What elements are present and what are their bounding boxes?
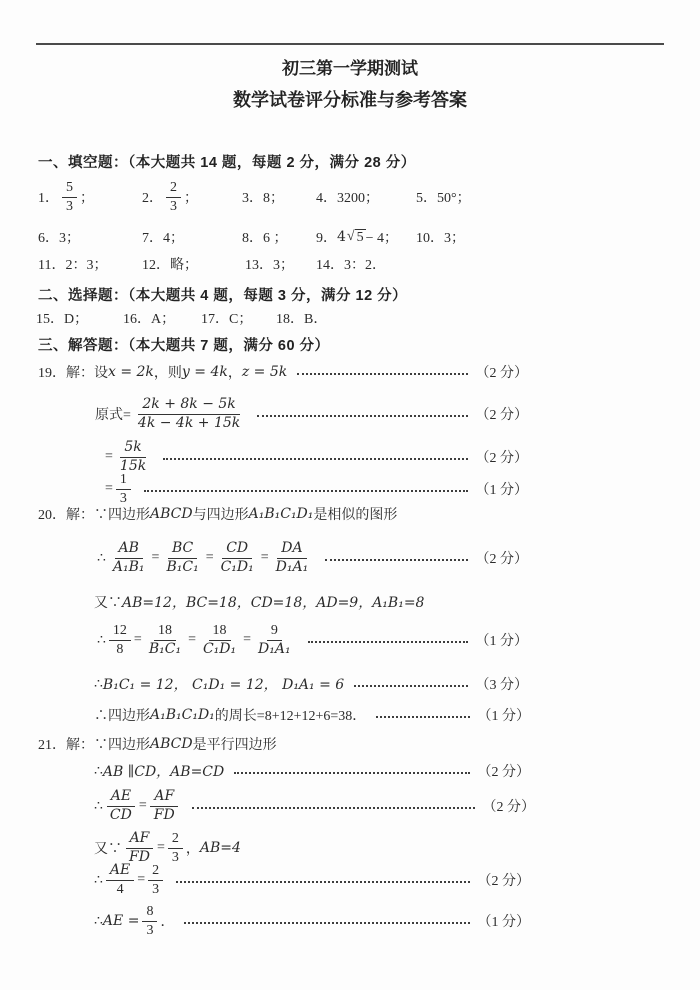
also-because-symbol: 又∵ (94, 596, 122, 611)
fraction-denominator: 8 (116, 641, 124, 657)
fraction-denominator: CD (109, 806, 132, 823)
item-number: 9． (316, 231, 337, 246)
therefore-symbol: ∴ (94, 798, 103, 814)
fraction (199, 622, 240, 658)
equals-sign: = (138, 798, 147, 813)
fill-row-2 (38, 226, 465, 248)
q20-line-5 (94, 671, 528, 697)
item-separator: ； (184, 191, 198, 206)
q21-parallel-statement: AB ∥CD，AB=CD (102, 764, 225, 780)
q20-given-values: AB=12，BC=18，CD=18，AD=9，A₁B₁=8 (122, 595, 425, 611)
fill-item-13 (245, 254, 316, 274)
item-number: 11． (38, 258, 66, 273)
therefore-symbol: ∴ (94, 872, 103, 888)
therefore-symbol: ∴ (97, 632, 106, 648)
item-value: 3200； (337, 191, 379, 206)
item-value: 3：2． (344, 258, 386, 273)
fraction-numerator: 2k + 8k − 5k (138, 396, 239, 415)
q20-line-1 (38, 503, 397, 525)
q19-connector: ， (227, 366, 242, 381)
item-number: 13． (245, 258, 273, 273)
q21-statement: 是平行四边形 (192, 738, 277, 753)
fraction (150, 788, 179, 824)
fraction-numerator: CD (222, 540, 252, 559)
fraction (217, 540, 258, 576)
dotted-leader (192, 807, 475, 809)
fill-item-8 (242, 227, 316, 247)
choice-row (36, 307, 327, 329)
dotted-leader (257, 415, 467, 417)
q21-line-1 (38, 733, 277, 755)
fraction-numerator: AF (126, 830, 154, 849)
fraction-denominator: A₁B₁ (112, 558, 145, 575)
score-badge: （1 分） (475, 634, 528, 649)
fraction-numerator: 2 (168, 830, 183, 849)
score-badge: （1 分） (475, 483, 528, 498)
q21-ab-value: AB=4 (199, 840, 241, 856)
q19-connector: ，则 (153, 366, 182, 381)
q21-line-5 (94, 858, 530, 902)
item-number: 5． (416, 191, 437, 206)
fraction-denominator: FD (153, 806, 175, 823)
fraction-numerator: AE (106, 862, 134, 881)
choice-answer-18: 18．B． (276, 312, 328, 327)
equals-sign: = (260, 550, 269, 565)
item-value: 4； (163, 231, 184, 246)
fraction-denominator: 3 (66, 198, 73, 214)
fraction (109, 622, 131, 658)
q21-line-6 (94, 898, 530, 944)
score-badge: （1 分） (477, 709, 530, 724)
q19-expr-z: z = 5k (241, 364, 288, 380)
q20-side-results: B₁C₁ = 12， C₁D₁ = 12， D₁A₁ = 6 (102, 677, 345, 693)
dotted-leader (308, 641, 468, 643)
item-value: 3； (59, 231, 80, 246)
score-badge: （2 分） (475, 552, 528, 567)
fraction-denominator: C₁D₁ (220, 558, 254, 575)
fraction-numerator: AF (150, 788, 178, 807)
fill-item-12 (142, 254, 245, 274)
fill-row-1 (38, 175, 471, 219)
fraction (134, 396, 244, 432)
fraction-numerator: 2 (166, 179, 181, 198)
fraction (116, 471, 131, 507)
q20-statement: 是相似的图形 (313, 508, 398, 523)
therefore-symbol: ∴ (94, 676, 103, 692)
fraction (62, 179, 77, 215)
fraction-denominator: 3 (119, 490, 127, 506)
dotted-leader (354, 685, 467, 687)
choice-answer-15: 15．D； (36, 312, 89, 327)
item-number: 14． (316, 258, 344, 273)
fraction-denominator: C₁D₁ (202, 640, 237, 657)
fill-item-4 (316, 187, 416, 207)
also-because-symbol: 又∵ (94, 842, 122, 857)
q19-line-1 (38, 361, 528, 383)
item-number: 1． (38, 191, 59, 206)
q20-line-2 (97, 533, 528, 583)
fraction (162, 540, 202, 576)
fraction-numerator: 8 (142, 903, 157, 922)
item-value: 3； (273, 258, 294, 273)
item-number: 6． (38, 231, 59, 246)
item-value: 略； (170, 258, 198, 273)
fraction-numerator: BC (168, 540, 197, 559)
q21-ae-label: AE = (102, 913, 140, 929)
score-badge: （2 分） (475, 408, 528, 423)
fill-item-1 (38, 179, 142, 215)
fill-item-5 (416, 187, 471, 207)
q20-quad-abcd: ABCD (150, 506, 193, 522)
item-number: 10． (416, 231, 444, 246)
dotted-leader (297, 373, 467, 375)
choice-answer-16: 16．A； (123, 312, 176, 327)
fraction-denominator: D₁A₁ (258, 640, 291, 657)
item-number: 3． (242, 191, 263, 206)
fraction-denominator: 3 (146, 922, 154, 938)
equals-sign: = (105, 449, 113, 464)
fraction-numerator: 2 (148, 862, 163, 881)
fraction-numerator: 5 (62, 179, 77, 198)
fraction-denominator: 3 (152, 881, 160, 897)
score-badge: （2 分） (482, 800, 535, 815)
fraction-denominator: B₁C₁ (166, 558, 199, 575)
fraction (166, 179, 181, 215)
q19-expr-x: x = 2k (108, 364, 154, 380)
score-badge: （2 分） (475, 366, 528, 381)
doc-title: 初三第一学期测试 (282, 59, 418, 78)
item-value-suffix: − 4； (365, 231, 399, 246)
fraction-denominator: 15k (119, 457, 147, 474)
choice-answer-17: 17．C； (201, 312, 253, 327)
fill-item-2 (142, 179, 242, 215)
equals-sign: = (243, 632, 252, 647)
square-root-icon: √ (346, 229, 355, 244)
q19-line-2 (95, 391, 528, 437)
q20-quad-a1b1c1d1: A₁B₁C₁D₁ (248, 506, 314, 522)
item-value: 50°； (437, 191, 471, 206)
fill-item-14 (316, 254, 386, 274)
fraction-numerator: AB (115, 540, 143, 559)
fraction-denominator: 4k − 4k + 15k (137, 414, 241, 431)
fill-item-7 (142, 227, 242, 247)
fill-item-9 (316, 227, 416, 247)
fraction (109, 540, 149, 576)
fraction-numerator: 18 (209, 622, 231, 641)
q20-line-4 (97, 615, 528, 665)
fill-item-10 (416, 227, 465, 247)
score-badge: （1 分） (477, 915, 530, 930)
fill-item-6 (38, 227, 142, 247)
fraction-numerator: AE (107, 788, 135, 807)
q21-comma: ， (185, 842, 200, 857)
therefore-symbol: ∴ (97, 550, 106, 566)
q21-quad-abcd: ABCD (150, 736, 193, 752)
item-number: 7． (142, 231, 163, 246)
section-solve-heading: 三、解答题：（本大题共 7 题，满分 60 分） (38, 338, 330, 354)
item-value: 2：3； (65, 258, 108, 273)
fraction (145, 622, 185, 658)
fraction (254, 622, 295, 658)
fraction-numerator: 5k (120, 439, 145, 458)
dotted-leader (176, 881, 469, 883)
fraction-denominator: 3 (170, 198, 177, 214)
fill-item-11 (38, 254, 142, 274)
fraction-numerator: 1 (116, 471, 131, 490)
fraction-numerator: 9 (267, 622, 282, 641)
fraction-denominator: D₁A₁ (275, 558, 309, 575)
q20-perimeter-label: ∴四边形 (94, 709, 150, 724)
fill-row-3 (38, 253, 386, 275)
fraction (272, 540, 313, 576)
fraction-numerator: 18 (154, 622, 176, 641)
fill-item-3 (242, 187, 316, 207)
item-number: 12． (142, 258, 170, 273)
section-choice-heading: 二、选择题：（本大题共 4 题，每题 3 分，满分 12 分） (38, 288, 408, 304)
dotted-leader (325, 559, 467, 561)
q21-line-3 (94, 784, 535, 828)
item-number: 4． (316, 191, 337, 206)
equals-sign: = (205, 550, 214, 565)
q19-label: 19．解：设 (38, 366, 108, 381)
q19-original-expr-label: 原式= (95, 408, 131, 423)
dotted-leader (144, 490, 468, 492)
fraction (106, 862, 134, 898)
fraction-denominator: 4 (116, 881, 124, 897)
score-badge: （2 分） (477, 874, 530, 889)
fraction (106, 788, 136, 824)
item-value: 6 ； (263, 231, 288, 246)
score-badge: （2 分） (475, 451, 528, 466)
q20-label: 20．解：∵四边形 (38, 508, 150, 523)
dotted-leader (234, 772, 469, 774)
fraction-denominator: 3 (171, 849, 179, 865)
q20-quad-a1b1c1d1: A₁B₁C₁D₁ (150, 707, 215, 723)
score-badge: （2 分） (477, 765, 530, 780)
fraction-denominator: B₁C₁ (148, 640, 182, 657)
fraction-numerator: DA (277, 540, 306, 559)
equals-sign: = (151, 550, 160, 565)
therefore-symbol: ∴ (94, 763, 103, 779)
equals-sign: = (133, 632, 142, 647)
item-value: 3； (444, 231, 465, 246)
q19-expr-y: y = 4k (181, 364, 228, 380)
fraction (148, 862, 163, 898)
fraction-denominator: FD (129, 848, 150, 865)
doc-subtitle: 数学试卷评分标准与参考答案 (233, 90, 467, 110)
q21-line-2 (94, 759, 530, 783)
item-value-coefficient: 4 (337, 229, 346, 245)
fraction (142, 903, 157, 939)
equals-sign: = (137, 872, 146, 887)
q20-connector: 与四边形 (192, 508, 249, 523)
dotted-leader (184, 922, 469, 924)
equals-sign: = (105, 481, 113, 496)
top-rule (36, 43, 664, 45)
equals-sign: = (156, 840, 165, 855)
equals-sign: = (188, 632, 196, 647)
dotted-leader (376, 716, 469, 718)
score-badge: （3 分） (475, 678, 528, 693)
therefore-symbol: ∴ (94, 913, 103, 929)
q20-line-3 (94, 590, 424, 614)
period: ． (160, 915, 175, 930)
q20-line-6 (94, 703, 530, 727)
q20-perimeter-result: 的周长=8+12+12+6=38． (214, 709, 367, 724)
item-separator: ； (80, 191, 94, 206)
item-value-radicand: 5 (356, 229, 364, 245)
item-number: 8． (242, 231, 263, 246)
q21-label: 21．解：∵四边形 (38, 738, 150, 753)
section-fill-heading: 一、填空题：（本大题共 14 题，每题 2 分，满分 28 分） (38, 155, 416, 171)
item-number: 2． (142, 191, 163, 206)
dotted-leader (163, 458, 467, 460)
fraction-numerator: 12 (109, 622, 131, 641)
item-value: 8； (263, 191, 284, 206)
